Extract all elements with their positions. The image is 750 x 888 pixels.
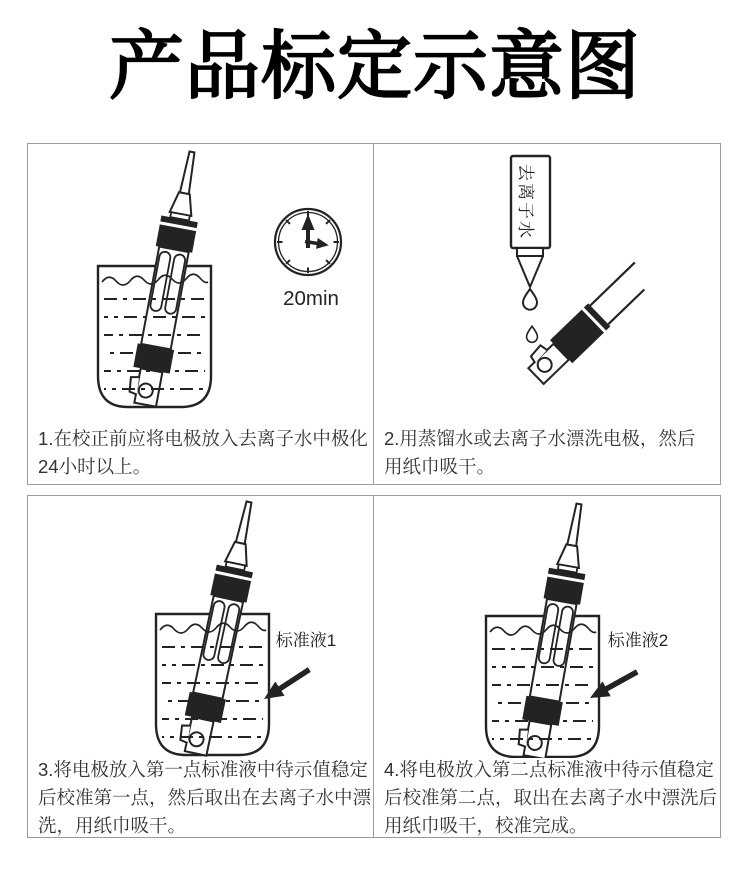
water-drop-icon: [523, 289, 537, 310]
step2-caption: [384, 425, 718, 481]
caption-line: 后校准第二点，取出在去离子水中漂洗后: [384, 787, 718, 808]
step3-panel: [27, 495, 374, 838]
caption-line: 用纸巾吸干，校准完成。: [384, 815, 588, 836]
step3-caption: [38, 756, 371, 838]
caption-line: 1.在校正前应将电极放入去离子水中极化: [38, 428, 368, 449]
arrow-label: 标准液2: [607, 631, 669, 650]
bottle-label: 去离子水: [516, 164, 535, 240]
step1-illustration: [28, 144, 373, 423]
step1-caption: [38, 425, 371, 481]
step4-illustration: [374, 496, 719, 758]
water-drop-icon: [527, 326, 538, 342]
page-title: 产品标定示意图: [108, 24, 641, 108]
step2-panel: [374, 143, 721, 485]
arrow-label: 标准液1: [275, 631, 337, 650]
caption-line: 4.将电极放入第二点标准液中待示值稳定: [384, 759, 714, 780]
caption-line: 3.将电极放入第一点标准液中待示值稳定: [38, 759, 368, 780]
step2-illustration: [374, 144, 719, 423]
diagram-row-bottom: [27, 495, 721, 838]
step3-illustration: [28, 496, 373, 758]
step4-panel: [374, 495, 721, 838]
electrode-tip: [523, 258, 655, 387]
caption-line: 后校准第一点，然后取出在去离子水中漂: [38, 787, 372, 808]
diagram-row-top: [27, 143, 721, 485]
timer-clock-icon: [275, 209, 341, 275]
step1-panel: [27, 143, 374, 485]
caption-line: 2.用蒸馏水或去离子水漂洗电极，然后: [384, 428, 696, 449]
caption-line: 用纸巾吸干。: [384, 456, 496, 477]
step4-caption: [384, 756, 718, 838]
timer-label: 20min: [283, 287, 339, 310]
caption-line: 24小时以上。: [38, 456, 152, 477]
caption-line: 洗，用纸巾吸干。: [38, 815, 187, 836]
